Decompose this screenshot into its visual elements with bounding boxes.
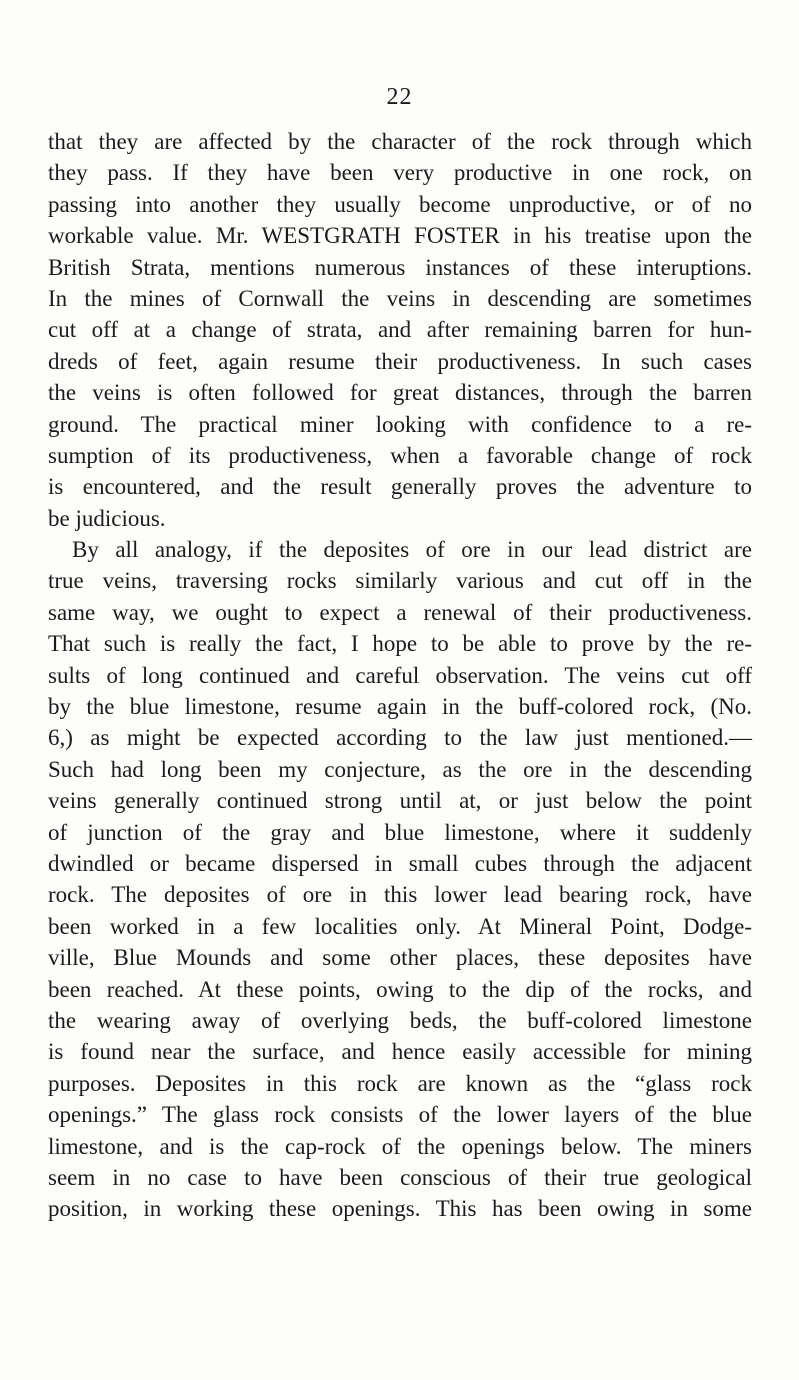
text-line: dreds of feet, again resume their productiveness. In such cases [48,348,752,374]
body-text [48,126,752,1225]
text-line: In the mines of Cornwall the veins in descending are sometimes [48,285,752,311]
text-line: position, in working these openings. This has been owing in some [48,1196,752,1222]
text-line: that they are affected by the character of the rock through which [48,129,752,154]
text-line: 6,) as might be expected according to the law just mentioned.— [48,725,752,751]
text-line: ground. The practical miner looking with confidence to a re- [48,411,752,437]
text-line: openings.” The glass rock consists of the lower layers of the blue [48,1102,752,1128]
text-line: British Strata, mentions numerous instances of these interuptions. [48,254,752,280]
text-line: ville, Blue Mounds and some other places, these deposites have [48,945,752,971]
text-line: veins generally continued strong until at, or just below the point [48,788,752,814]
text-line: by the blue limestone, resume again in the buff-colored rock, (No. [48,694,752,720]
text-line: That such is really the fact, I hope to be able to prove by the re- [48,631,752,657]
text-line: purposes. Deposites in this rock are known as the “glass rock [48,1070,752,1096]
text-line: been reached. At these points, owing to the dip of the rocks, and [48,976,752,1002]
text-line: dwindled or became dispersed in small cubes through the adjacent [48,850,752,876]
text-line: be judicious. [48,505,166,531]
text-line: of junction of the gray and blue limestone, where it suddenly [48,819,752,845]
text-line: sults of long continued and careful observation. The veins cut off [48,662,752,688]
text-line: the wearing away of overlying beds, the buff-colored limestone [48,1007,752,1033]
text-line: limestone, and is the cap-rock of the openings below. The miners [48,1133,752,1159]
text-line: workable value. Mr. WESTGRATH FOSTER in his treatise upon the [48,223,752,249]
text-line: they pass. If they have been very productive in one rock, on [48,160,752,186]
page-number: 22 [386,84,413,110]
text-line: been worked in a few localities only. At Mineral Point, Dodge- [48,913,752,939]
text-line: true veins, traversing rocks similarly various and cut off in the [48,568,752,594]
text-line: same way, we ought to expect a renewal of their productiveness. [48,599,752,625]
text-line: the veins is often followed for great distances, through the barren [48,380,752,406]
text-line: seem in no case to have been conscious of their true geological [48,1164,752,1190]
text-line: cut off at a change of strata, and after remaining barren for hun- [48,317,752,343]
text-line: is found near the surface, and hence easily accessible for mining [48,1039,752,1065]
text-line: sumption of its productiveness, when a favorable change of rock [48,442,752,468]
text-line: is encountered, and the result generally proves the adventure to [48,474,752,500]
text-line: By all analogy, if the deposites of ore in our lead district are [72,537,752,563]
text-line: rock. The deposites of ore in this lower lead bearing rock, have [48,882,752,908]
text-line: passing into another they usually become unproductive, or of no [48,191,752,217]
text-line: Such had long been my conjecture, as the ore in the descending [48,756,752,782]
